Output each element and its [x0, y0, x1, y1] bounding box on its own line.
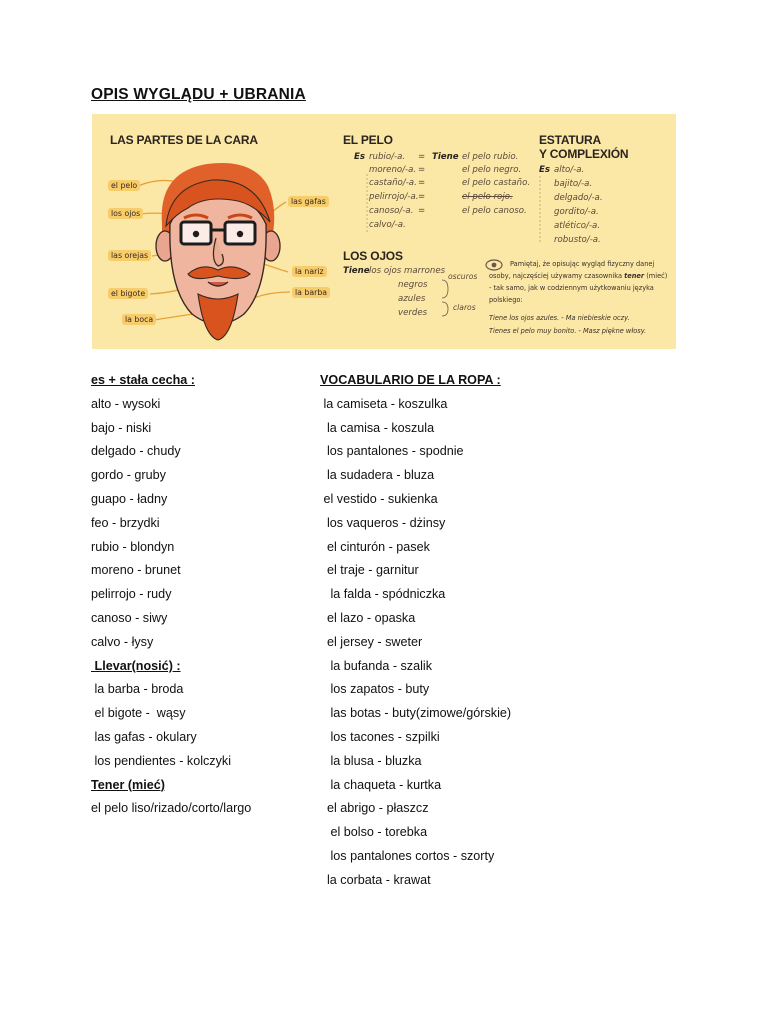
ojos-color: azules [398, 294, 426, 304]
estatura-item: delgado/-a. [554, 193, 603, 203]
pelo-equals: = [418, 192, 426, 202]
ojos-color: verdes [398, 308, 428, 318]
face-section-title: LAS PARTES DE LA CARA [110, 133, 258, 147]
vocab-item: el abrigo - płaszcz [320, 801, 429, 816]
vocab-item: el vestido - sukienka [320, 491, 438, 506]
label-el-bigote: el bigote [108, 288, 148, 299]
vocab-item: feo - brzydki [91, 515, 160, 530]
vocab-item: el bigote - wąsy [91, 706, 186, 721]
vocab-item: los pantalones - spodnie [320, 444, 464, 459]
pelo-left-item: pelirrojo/-a. [369, 192, 419, 202]
note-example: Tiene los ojos azules. - Ma niebieskie oczy. [489, 314, 630, 322]
note-line: - tak samo, jak w codziennym użytkowaniu języka [489, 284, 654, 292]
label-los-ojos: los ojos [108, 208, 143, 219]
page-title: OPIS WYGLĄDU + UBRANIA [91, 86, 306, 103]
vocab-item: la chaqueta - kurtka [320, 777, 442, 792]
label-el-pelo: el pelo [108, 180, 140, 191]
vocab-item: el bolso - torebka [320, 825, 428, 840]
pelo-equals: = [418, 165, 426, 175]
pelo-section-title: EL PELO [343, 133, 393, 147]
estatura-title-line2: Y COMPLEXIÓN [539, 147, 629, 161]
vocab-item: moreno - brunet [91, 563, 181, 578]
section-heading: Llevar(nosić) : [91, 658, 181, 673]
vocab-item: la camiseta - koszulka [320, 396, 448, 411]
pelo-right-item: el pelo rojo. [462, 192, 513, 202]
vocab-item: gordo - gruby [91, 468, 166, 483]
clothing-vocab-list [320, 372, 511, 896]
face-vocabulary-infographic [92, 114, 676, 349]
estatura-item: gordito/-a. [554, 207, 599, 217]
pelo-right-item: el pelo castaño. [462, 178, 531, 188]
estatura-title-line1: ESTATURA [539, 133, 601, 147]
vocab-item: alto - wysoki [91, 396, 161, 411]
label-las-gafas: las gafas [288, 196, 329, 207]
estatura-item: atlético/-a. [554, 221, 601, 231]
pelo-equals: = [418, 178, 426, 188]
pelo-equals: = [418, 206, 426, 216]
note-line: polskiego: [489, 296, 523, 304]
vocab-item: guapo - ładny [91, 491, 168, 506]
ojos-color: negros [398, 280, 428, 290]
pelo-equals: = [418, 152, 426, 162]
note-line: osoby, najczęściej używamy czasownika tener (mieć) [489, 272, 668, 280]
ojos-section-title: LOS OJOS [343, 249, 403, 263]
vocab-item: la camisa - koszula [320, 420, 435, 435]
pelo-es-word: Es [354, 152, 365, 162]
estatura-es-word: Es [539, 165, 550, 175]
ojos-shade-light: claros [453, 303, 476, 312]
pelo-left-item: moreno/-a. [369, 165, 417, 175]
note-example: Tienes el pelo muy bonito. - Masz piękne włosy. [489, 327, 647, 335]
vocab-item: el pelo liso/rizado/corto/largo [91, 801, 252, 816]
vocab-item: las botas - buty(zimowe/górskie) [320, 706, 512, 721]
vocab-item: la corbata - krawat [320, 872, 431, 887]
estatura-item: robusto/-a. [554, 235, 601, 245]
vocab-item: calvo - łysy [91, 634, 154, 649]
vocab-item: el traje - garnitur [320, 563, 419, 578]
note-line: Pamiętaj, że opisując wygląd fizyczny danej [510, 260, 655, 268]
ojos-shade-dark: oscuros [448, 272, 478, 281]
vocab-item: los pantalones cortos - szorty [320, 848, 495, 863]
section-heading: es + stała cecha : [91, 373, 195, 387]
estatura-item: bajito/-a. [554, 179, 593, 189]
vocab-item: el jersey - sweter [320, 634, 423, 649]
label-la-boca: la boca [122, 314, 156, 325]
vocab-item: rubio - blondyn [91, 539, 175, 554]
vocab-item: las gafas - okulary [91, 729, 197, 744]
label-las-orejas: las orejas [108, 250, 151, 261]
vocab-item: delgado - chudy [91, 444, 181, 459]
vocab-item: canoso - siwy [91, 610, 168, 625]
vocab-item: los tacones - szpilki [320, 729, 440, 744]
pelo-left-item: canoso/-a. [369, 206, 414, 216]
appearance-vocab-list [91, 372, 251, 824]
vocab-item: los zapatos - buty [320, 682, 430, 697]
estatura-item: alto/-a. [554, 165, 585, 175]
vocab-item: pelirrojo - rudy [91, 587, 172, 602]
pelo-left-item: castaño/-a. [369, 178, 417, 188]
pelo-right-item: el pelo canoso. [462, 206, 527, 216]
vocab-item: bajo - niski [91, 420, 152, 435]
pelo-left-item: calvo/-a. [369, 220, 406, 230]
vocab-item: la sudadera - bluza [320, 468, 435, 483]
ojos-first-line: los ojos marrones [369, 266, 446, 276]
section-heading: Tener (mieć) [91, 777, 165, 792]
vocab-item: la falda - spódniczka [320, 587, 446, 602]
label-la-nariz: la nariz [292, 266, 327, 277]
pelo-tiene-word: Tiene [432, 152, 459, 162]
label-la-barba: la barba [292, 287, 330, 298]
pelo-right-item: el pelo negro. [462, 165, 522, 175]
pelo-right-item: el pelo rubio. [462, 152, 519, 162]
vocab-item: los vaqueros - dżinsy [320, 515, 446, 530]
section-heading: VOCABULARIO DE LA ROPA : [320, 373, 501, 387]
vocab-item: la bufanda - szalik [320, 658, 433, 673]
vocab-item: el lazo - opaska [320, 610, 416, 625]
vocab-item: los pendientes - kolczyki [91, 753, 231, 768]
vocab-item: el cinturón - pasek [320, 539, 430, 554]
vocab-item: la barba - broda [91, 682, 184, 697]
ojos-tiene-word: Tiene [343, 266, 370, 276]
vocab-item: la blusa - bluzka [320, 753, 422, 768]
pelo-left-item: rubio/-a. [369, 152, 406, 162]
